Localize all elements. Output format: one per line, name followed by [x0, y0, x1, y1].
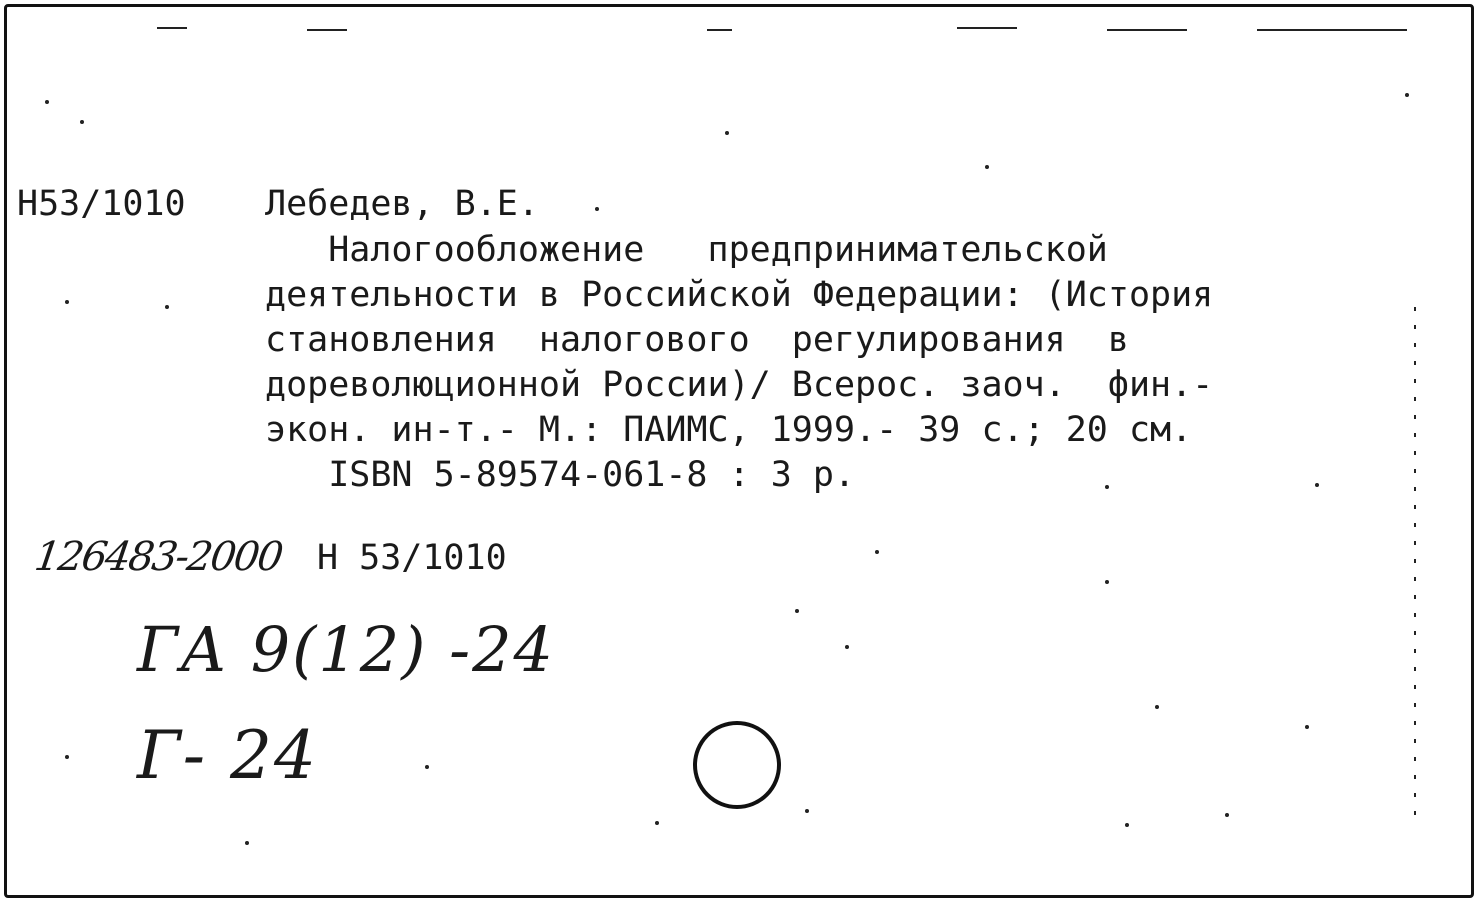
title-line-4: дореволюционной России)/ Всерос. заоч. фин.- — [265, 365, 1214, 405]
author-heading: Лебедев, В.Е. — [265, 184, 539, 224]
classification-handwritten-2: Г- 24 — [137, 717, 318, 794]
title-line-2: деятельности в Российской Федерации: (История — [265, 275, 1214, 315]
circle-mark — [693, 721, 781, 809]
classification-handwritten-1: ГА 9(12) -24 — [137, 613, 555, 686]
title-line-5: экон. ин-т.- М.: ПАИМС, 1999.- 39 с.; 20 см. — [265, 410, 1193, 450]
inventory-number-handwritten: 126483-2000 — [31, 534, 285, 580]
shelf-mark: Н53/1010 — [17, 184, 186, 224]
catalog-card — [4, 4, 1474, 898]
isbn-line: ISBN 5-89574-061-8 : 3 р. — [265, 455, 856, 495]
title-line-1: Налогообложение предпринимательской — [265, 230, 1108, 270]
inventory-shelf-mark: Н 53/1010 — [317, 538, 507, 578]
title-line-3: становления налогового регулирования в — [265, 320, 1129, 360]
